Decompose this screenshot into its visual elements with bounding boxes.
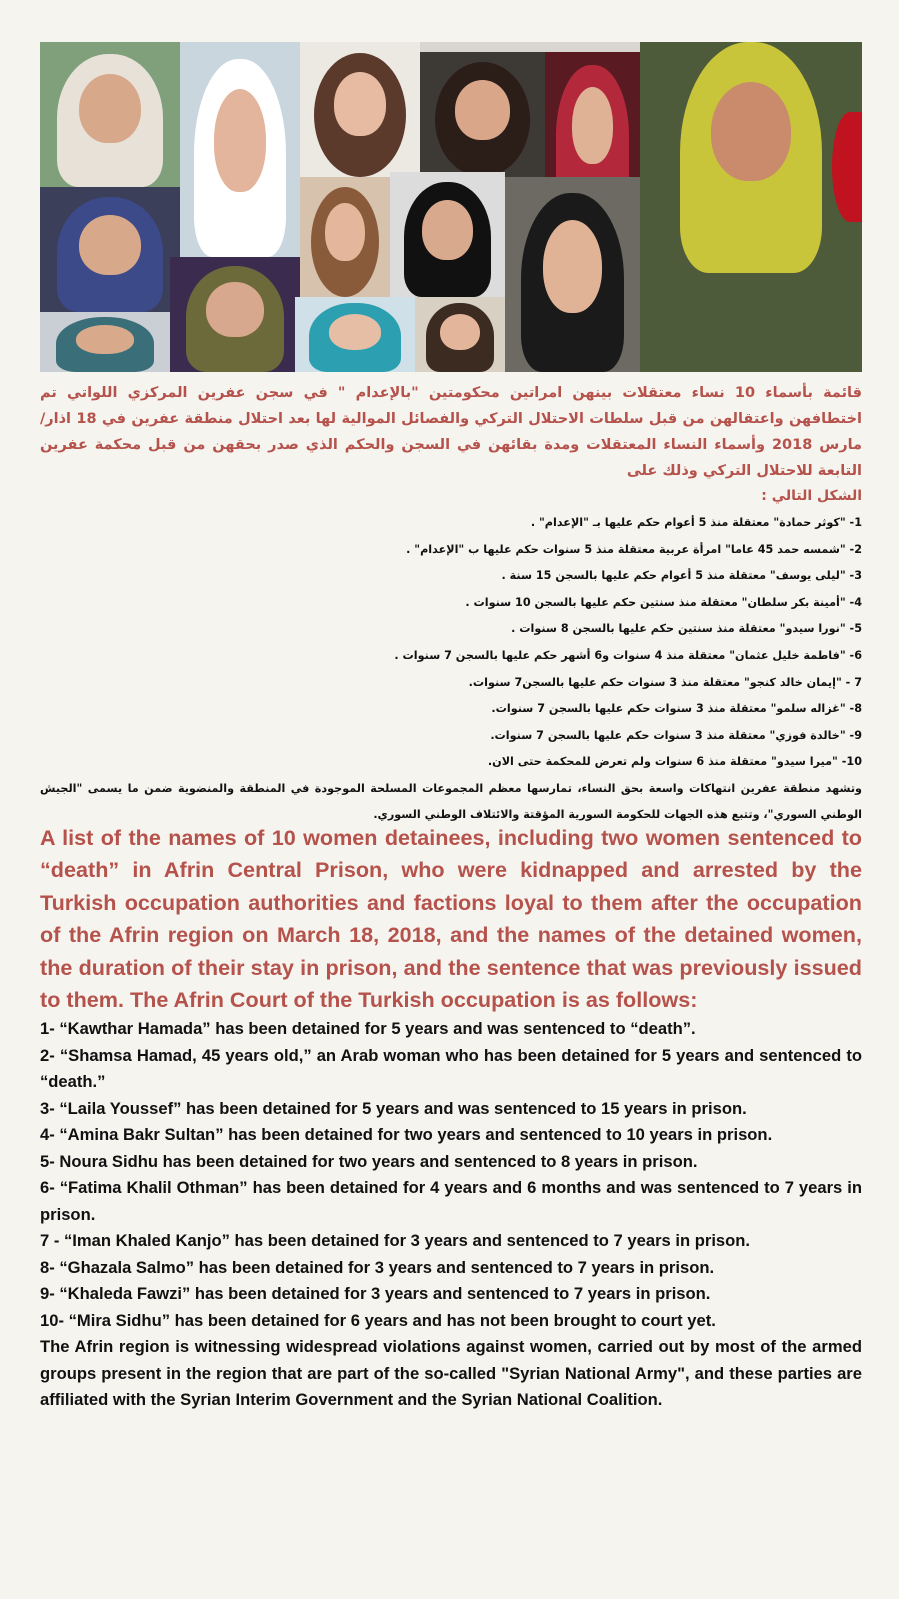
list-item: 5- Noura Sidhu has been detained for two years and sentenced to 8 years in prison. <box>40 1151 698 1171</box>
list-item: 5- "نورا سيدو" معتقلة منذ سنتين حكم عليها بالسجن 8 سنوات . <box>511 622 862 636</box>
english-intro: A list of the names of 10 women detainees, including two women sentenced to “death” in Afrin Central Prison, who were kidnapped and arrested by the Turkish occupation authorities and factions loyal to them after the occupation of the Afrin region on March 18, 2018, and the names of the detained women, the duration of their stay in prison, and the sentence that was previously issued to them. The Afrin Court of the Turkish occupation is as follows: <box>40 825 862 1013</box>
list-item: 1- "كوثر حمادة" معتقلة منذ 5 أعوام حكم عليها بـ "الإعدام" . <box>530 516 862 529</box>
list-item: 10- "ميرا سيدو" معتقلة منذ 6 سنوات ولم تعرض للمحكمة حتى الان. <box>487 755 862 769</box>
photo-collage <box>40 42 862 372</box>
list-item: 2- "شمسه حمد 45 عاما" امرأة عربية معتقلة منذ 5 سنوات حكم عليها ب "الإعدام" . <box>406 542 862 556</box>
list-item: 9- “Khaleda Fawzi” has been detained for 3 years and sentenced to 7 years in prison. <box>40 1284 711 1304</box>
portrait-photo <box>300 177 390 297</box>
portrait-photo <box>40 42 180 187</box>
english-detainee-list <box>40 1016 862 1334</box>
arabic-intro: قائمة بأسماء 10 نساء معتقلات بينهن امراتين محكومتين "بالإعدام " في سجن عفرين المركزي اللواتي تم اختطافهن واعتقالهن من قبل سلطات الاحتلال التركي والفصائل الموالية لها بعد احتلال منطقة عفرين في 18 اذار/ مارس 2018 وأسماء النساء المعتقلات ومدة بقائهن في السجن والحكم الذي صدر بحقهن من قبل محكمة عفرين التابعة للاحتلال التركي وذلك على <box>40 385 863 479</box>
list-item: 9- "خالدة فوزي" معتقلة منذ 3 سنوات حكم عليها بالسجن 7 سنوات. <box>490 728 862 742</box>
arabic-detainee-list <box>40 510 862 776</box>
arabic-closing: وتشهد منطقة عفرين انتهاكات واسعة بحق النساء، تمارسها معظم المجموعات المسلحة الموجودة في المنطقة والمنضوية ضمن ما يسمى "الجيش الوطني السوري"، وتتبع هذه الجهات للحكومة السورية المؤقتة والائتلاف الوطني السوري. <box>40 781 862 821</box>
list-item: 1- “Kawthar Hamada” has been detained for 5 years and was sentenced to “death”. <box>40 1019 696 1039</box>
portrait-photo <box>640 42 862 372</box>
portrait-photo <box>40 312 170 372</box>
list-item: 10- “Mira Sidhu” has been detained for 6 years and has not been brought to court yet. <box>40 1310 716 1330</box>
english-closing: The Afrin region is witnessing widespread violations against women, carried out by most of the armed groups present in the region that are part of the so-called "Syrian National Army", and these parties are affiliated with the Syrian Interim Government and the Syrian National Coalition. <box>40 1337 862 1410</box>
list-item: 6- "فاطمة خليل عثمان" معتقلة منذ 4 سنوات و6 أشهر حكم عليها بالسجن 7 سنوات . <box>394 648 862 662</box>
list-item: 3- “Laila Youssef” has been detained for 5 years and was sentenced to 15 years in prison. <box>40 1098 747 1118</box>
portrait-photo <box>415 297 505 372</box>
list-item: 7 - "إيمان خالد كنجو" معتقلة منذ 3 سنوات حكم عليها بالسجن7 سنوات. <box>468 675 862 689</box>
heart-graphic <box>832 112 862 222</box>
list-item: 8- “Ghazala Salmo” has been detained for 3 years and sentenced to 7 years in prison. <box>40 1257 715 1277</box>
portrait-photo <box>295 297 415 372</box>
portrait-photo <box>505 177 640 372</box>
portrait-photo <box>170 257 300 372</box>
list-item: 6- “Fatima Khalil Othman” has been detained for 4 years and 6 months and was sentenced to 7 years in prison. <box>40 1178 862 1224</box>
arabic-lead: الشكل التالي : <box>761 488 862 504</box>
list-item: 7 - “Iman Khaled Kanjo” has been detained for 3 years and sentenced to 7 years in prison. <box>40 1231 751 1251</box>
portrait-photo <box>40 187 180 312</box>
portrait-photo <box>180 42 300 257</box>
list-item: 4- "أمينة بكر سلطان" معتقلة منذ سنتين حكم عليها بالسجن 10 سنوات . <box>465 595 862 609</box>
portrait-photo <box>300 42 420 177</box>
portrait-photo <box>390 172 505 297</box>
list-item: 2- “Shamsa Hamad, 45 years old,” an Arab woman who has been detained for 5 years and sentenced to “death.” <box>40 1045 862 1092</box>
list-item: 3- "ليلى يوسف" معتقلة منذ 5 أعوام حكم عليها بالسجن 15 سنة . <box>501 569 862 583</box>
english-section <box>40 822 862 1414</box>
arabic-section <box>40 380 862 828</box>
portrait-photo <box>420 52 545 177</box>
list-item: 8- "غزاله سلمو" معتقلة منذ 3 سنوات حكم عليها بالسجن 7 سنوات. <box>491 702 862 716</box>
list-item: 4- “Amina Bakr Sultan” has been detained for two years and sentenced to 10 years in prison. <box>40 1125 773 1145</box>
